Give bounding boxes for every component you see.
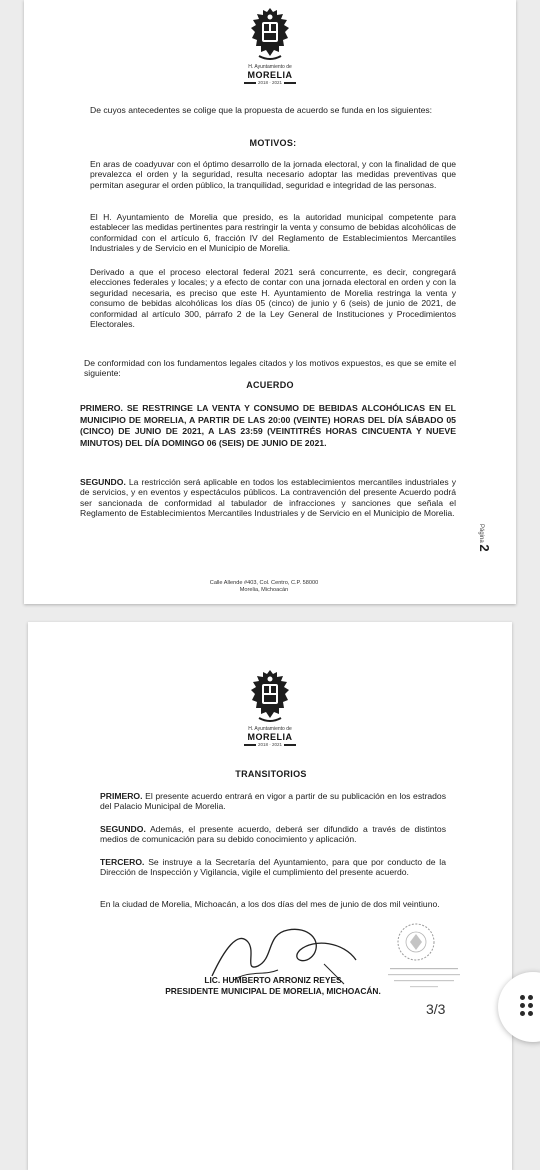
segundo-label: SEGUNDO.: [80, 477, 126, 487]
paragraph-derivado: Derivado a que el proceso electoral federal 2021 será concurrente, es decir, congregará elecciones federales y locales; y a efecto de contar con una jornada electoral en orden y con la seguridad necesaria, es preciso que este H. Ayuntamiento de Morelia restringa la venta y consumo de bebidas alcohólicas los días 05 (cinco) de junio y 6 (seis) de junio de 2021, de conformidad al artículo 300, párrafo 2 de la Ley General de Instituciones y Procedimientos Electorales.: [90, 267, 456, 330]
paragraph-antecedentes: De cuyos antecedentes se colige que la propuesta de acuerdo se funda en los siguientes:: [90, 105, 433, 115]
crest-years: 2018 · 2021: [236, 80, 304, 85]
primero-label: PRIMERO.: [80, 403, 123, 413]
heading-transitorios: TRANSITORIOS: [235, 769, 307, 779]
coat-of-arms-icon: [247, 6, 293, 64]
document-page-1: [24, 0, 516, 604]
footer-address: Calle Allende #403, Col. Centro, C.P. 58000 Morelia, Michoacán: [209, 580, 319, 593]
crest-caption: H. Ayuntamiento de: [248, 64, 292, 70]
paragraph-coadyuvar: En aras de coadyuvar con el óptimo desarrollo de la jornada electoral, y con la finalidad de que prevalezca el orden y la seguridad, resulta necesario adoptar las medidas preventivas que permitan asegurar el orden público, la tranquilidad, seguridad e integridad de las personas.: [90, 159, 456, 190]
coat-of-arms-icon: [247, 668, 293, 726]
crest-title: MORELIA: [247, 70, 293, 80]
morelia-crest-logo: [236, 668, 304, 747]
heading-motivos: MOTIVOS:: [249, 138, 297, 148]
page-number-stamp: Página 2: [477, 524, 492, 552]
transitorio-primero: PRIMERO. El presente acuerdo entrará en vigor a partir de su publicación en los estrados del Palacio Municipal de Morelia.: [100, 791, 447, 812]
primero-text: SE RESTRINGE LA VENTA Y CONSUMO DE BEBIDAS ALCOHÓLICAS EN EL MUNICIPIO DE MORELIA, A PARTIR DE LAS 20:00 (VEINTE) HORAS DEL DÍA SÁBADO 05 (CINCO) DE JUNIO DE 2021, A LAS 23:59 (VEINTITRÉS HORAS CINCUENTA Y NUEVE MINUTOS) DEL DÍA DOMINGO 06 (SEIS) DE JUNIO DE 2021.: [80, 403, 456, 448]
heading-acuerdo: ACUERDO: [246, 380, 294, 390]
signer-name: LIC. HUMBERTO ARRONIZ REYES: [204, 975, 342, 985]
segundo-text: La restricción será aplicable en todos los establecimientos mercantiles industriales y de servicios, y en eventos y espectáculos públicos. La contravención del presente Acuerdo podrá ser sancionada de conformidad al tabulador de infracciones y sanciones que señala el Reglamento de Establecimientos Mercantiles Industriales y de Servicio en el Municipio de Morelia.: [80, 477, 456, 519]
paragraph-ayuntamiento: El H. Ayuntamiento de Morelia que presido, es la autoridad municipal competente para establecer las medidas pertinentes para restringir la venta y consumo de bebidas alcohólicas de conformidad con el artículo 6, fracción IV del Reglamento de Establecimientos Mercantiles Industriales y de Servicio en el Municipio de Morelia.: [90, 212, 456, 254]
page-counter: 3/3: [426, 1001, 446, 1017]
crest-years: 2018 · 2021: [236, 742, 304, 747]
closing-paragraph: En la ciudad de Morelia, Michoacán, a los dos días del mes de junio de dos mil veintiuno.: [100, 899, 440, 909]
transitorio-segundo: SEGUNDO. Además, el presente acuerdo, deberá ser difundido a través de distintos medios de comunicación para su debido conocimiento y aplicación.: [100, 824, 446, 845]
grid-dots-icon[interactable]: [520, 995, 538, 1019]
document-page-3: [28, 622, 512, 1170]
transitorio-tercero: TERCERO. Se instruye a la Secretaría del Ayuntamiento, para que por conducto de la Dirección de Inspección y Vigilancia, vigile el cumplimiento del presente acuerdo.: [100, 857, 447, 878]
acuerdo-segundo: [80, 477, 456, 519]
official-seal-stamp: [394, 920, 438, 964]
crest-title: MORELIA: [247, 732, 293, 742]
crest-caption: H. Ayuntamiento de: [248, 726, 292, 732]
morelia-crest-logo: [236, 6, 304, 85]
signer-title: PRESIDENTE MUNICIPAL DE MORELIA, MICHOACÁN.: [165, 986, 381, 996]
paragraph-conformidad: De conformidad con los fundamentos legales citados y los motivos expuestos, es que se emite el siguiente:: [84, 358, 456, 379]
acuerdo-primero: [80, 403, 456, 449]
